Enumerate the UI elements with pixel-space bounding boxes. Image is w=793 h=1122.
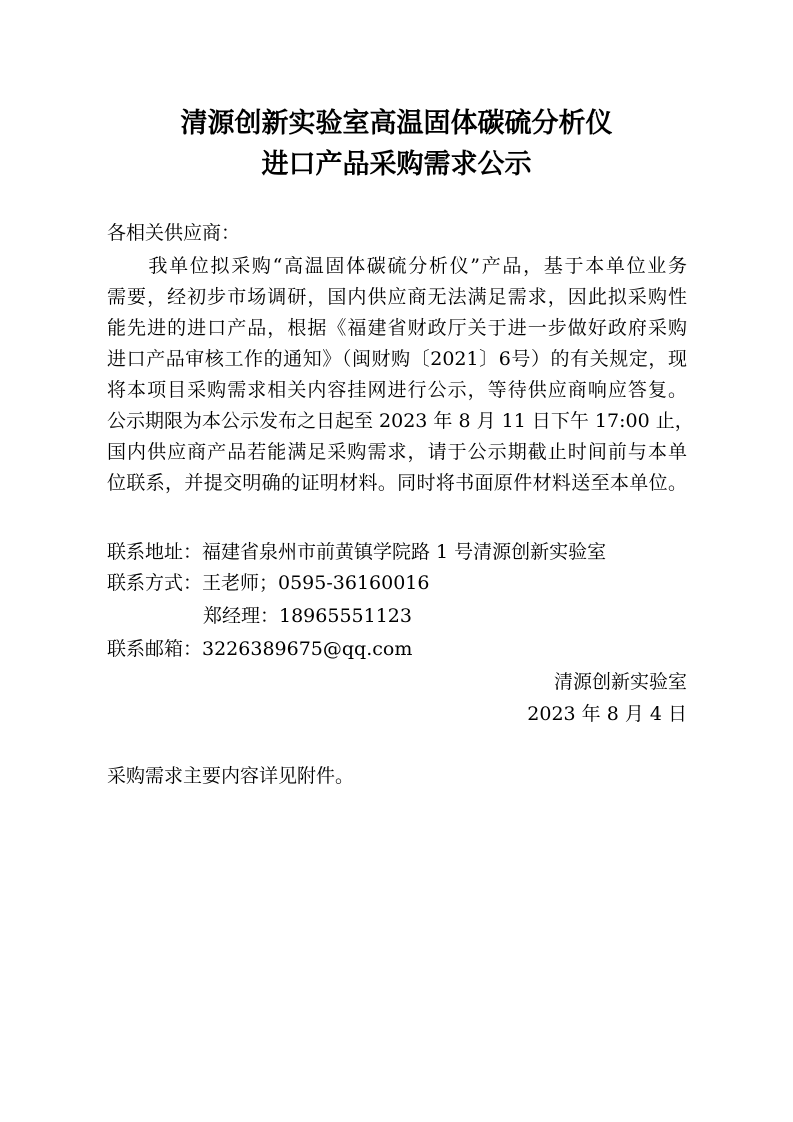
body-paragraph-line-3: 能先进的进口产品，根据《福建省财政厅关于进一步做好政府采购 <box>107 317 687 339</box>
document-title-line-2: 进口产品采购需求公示 <box>261 149 532 180</box>
signature-date: 2023 年 8 月 4 日 <box>527 703 687 725</box>
body-paragraph-line-4: 进口产品审核工作的通知》（闽财购〔2021〕6号）的有关规定，现 <box>107 348 687 370</box>
body-paragraph-line-8: 位联系，并提交明确的证明材料。同时将书面原件材料送至本单位。 <box>107 472 687 494</box>
body-paragraph-line-1: 我单位拟采购“高温固体碳硫分析仪”产品，基于本单位业务 <box>107 255 687 277</box>
body-paragraph-line-6: 公示期限为本公示发布之日起至 2023 年 8 月 11 日下午 17:00 止， <box>107 410 694 432</box>
contact-email: 联系邮箱：3226389675@qq.com <box>107 638 413 660</box>
body-paragraph-line-2: 需要，经初步市场调研，国内供应商无法满足需求，因此拟采购性 <box>107 286 687 308</box>
attachment-note: 采购需求主要内容详见附件。 <box>107 765 355 787</box>
body-paragraph-line-7: 国内供应商产品若能满足采购需求，请于公示期截止时间前与本单 <box>107 441 687 463</box>
body-paragraph-line-5: 将本项目采购需求相关内容挂网进行公示，等待供应商响应答复。 <box>107 379 687 401</box>
signature-organization: 清源创新实验室 <box>553 671 687 693</box>
contact-address: 联系地址：福建省泉州市前黄镇学院路 1 号清源创新实验室 <box>107 541 607 563</box>
contact-phone-1: 联系方式：王老师；0595-36160016 <box>107 572 430 594</box>
document-title-line-1: 清源创新实验室高温固体碳硫分析仪 <box>180 108 613 139</box>
salutation: 各相关供应商： <box>107 222 241 244</box>
contact-phone-2: 郑经理：18965551123 <box>203 605 412 627</box>
